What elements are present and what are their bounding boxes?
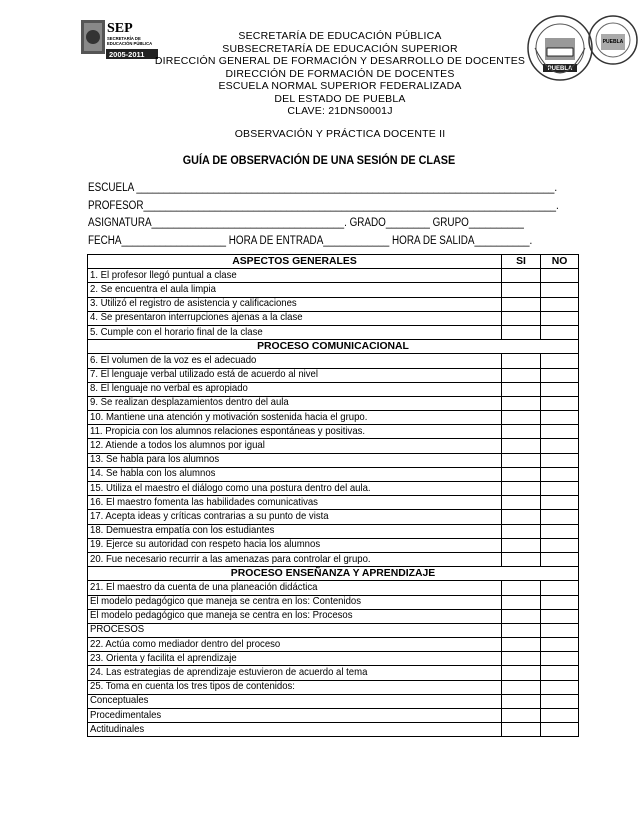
table-row — [88, 297, 579, 311]
table-row — [88, 524, 579, 538]
field-escuela: ESCUELA ____________________________________________________________________________. — [88, 182, 558, 194]
check-cell-no[interactable] — [541, 325, 579, 339]
row-label — [88, 269, 502, 283]
check-cell-si[interactable] — [502, 368, 541, 382]
header-line: DIRECCIÓN GENERAL DE FORMACIÓN Y DESARROLLO DE DOCENTES — [154, 55, 526, 67]
table-row — [88, 269, 579, 283]
table-row — [88, 652, 579, 666]
check-cell-no[interactable] — [541, 269, 579, 283]
row-label — [88, 439, 502, 453]
row-text: 15. Utiliza el maestro el diálogo como una postura dentro del aula. — [90, 482, 371, 494]
section-title: PROCESO COMUNICACIONAL — [88, 340, 579, 354]
table-row — [88, 510, 579, 524]
row-label — [88, 723, 502, 737]
row-label — [88, 638, 502, 652]
check-cell-no[interactable] — [541, 368, 579, 382]
row-label — [88, 680, 502, 694]
check-cell-no[interactable] — [541, 609, 579, 623]
observation-table — [87, 254, 579, 737]
table-row — [88, 538, 579, 552]
table-row — [88, 638, 579, 652]
row-label — [88, 524, 502, 538]
row-label — [88, 623, 502, 637]
table-row — [88, 482, 579, 496]
section-row — [88, 340, 579, 354]
check-cell-no[interactable] — [541, 496, 579, 510]
row-label — [88, 453, 502, 467]
table-row — [88, 552, 579, 566]
check-cell-no[interactable] — [541, 595, 579, 609]
row-label — [88, 609, 502, 623]
row-text: 20. Fue necesario recurrir a las amenazas para controlar el grupo. — [90, 553, 371, 565]
row-label — [88, 552, 502, 566]
sep-brand: SEP — [107, 21, 133, 36]
header-no: NO — [541, 255, 579, 269]
table-row — [88, 581, 579, 595]
field-asignatura: ASIGNATURA___________________________________. GRADO________ GRUPO__________ — [88, 217, 524, 230]
row-label — [88, 425, 502, 439]
check-cell-si[interactable] — [502, 482, 541, 496]
row-label — [88, 354, 502, 368]
row-text: 2. Se encuentra el aula limpia — [90, 283, 216, 295]
header-aspects: ASPECTOS GENERALES — [88, 255, 502, 269]
check-cell-no[interactable] — [541, 680, 579, 694]
check-cell-no[interactable] — [541, 453, 579, 467]
check-cell-no[interactable] — [541, 581, 579, 595]
section-row — [88, 567, 579, 581]
row-text: 6. El volumen de la voz es el adecuado — [90, 354, 257, 366]
check-cell-si[interactable] — [502, 311, 541, 325]
table-row — [88, 623, 579, 637]
row-text: 14. Se habla con los alumnos — [90, 468, 216, 480]
practice-subtitle: OBSERVACIÓN Y PRÁCTICA DOCENTE II — [234, 127, 446, 140]
header-line: DIRECCIÓN DE FORMACIÓN DE DOCENTES — [225, 67, 455, 80]
check-cell-si[interactable] — [502, 609, 541, 623]
check-cell-si[interactable] — [502, 723, 541, 737]
check-cell-no[interactable] — [541, 694, 579, 708]
table-row — [88, 723, 579, 737]
row-text: Actitudinales — [90, 723, 145, 735]
check-cell-si[interactable] — [502, 538, 541, 552]
row-label — [88, 482, 502, 496]
row-text: 1. El profesor llegó puntual a clase — [90, 269, 237, 281]
row-label — [88, 411, 502, 425]
row-text: 17. Acepta ideas y críticas contrarias a su punto de vista — [90, 510, 329, 522]
check-cell-si[interactable] — [502, 581, 541, 595]
sep-years: 2005-2011 — [109, 50, 145, 59]
row-text: 13. Se habla para los alumnos — [90, 454, 220, 466]
row-text: 9. Se realizan desplazamientos dentro del aula — [90, 397, 289, 409]
row-text: 16. El maestro fomenta las habilidades comunicativas — [90, 496, 318, 508]
check-cell-si[interactable] — [502, 652, 541, 666]
field-fecha: FECHA___________________ HORA DE ENTRADA____________ HORA DE SALIDA__________. — [88, 234, 533, 247]
seal1-text: PUEBLA — [547, 66, 573, 72]
check-cell-si[interactable] — [502, 283, 541, 297]
check-cell-si[interactable] — [502, 453, 541, 467]
row-label — [88, 325, 502, 339]
row-label — [88, 709, 502, 723]
row-text: 8. El lenguaje no verbal es apropiado — [90, 383, 248, 395]
check-cell-si[interactable] — [502, 297, 541, 311]
row-label — [88, 467, 502, 481]
check-cell-si[interactable] — [502, 709, 541, 723]
row-label — [88, 396, 502, 410]
check-cell-no[interactable] — [541, 666, 579, 680]
header-line: SECRETARÍA DE EDUCACIÓN PÚBLICA — [238, 30, 442, 42]
check-cell-no[interactable] — [541, 411, 579, 425]
check-cell-si[interactable] — [502, 694, 541, 708]
table-row — [88, 325, 579, 339]
row-label — [88, 496, 502, 510]
sep-sub1: SECRETARÍA DE — [107, 36, 141, 41]
row-text: 3. Utilizó el registro de asistencia y calificaciones — [90, 298, 297, 310]
row-text: PROCESOS — [90, 624, 145, 636]
check-cell-no[interactable] — [541, 709, 579, 723]
row-label — [88, 510, 502, 524]
row-text: 23. Orienta y facilita el aprendizaje — [90, 652, 237, 664]
check-cell-si[interactable] — [502, 510, 541, 524]
row-label — [88, 538, 502, 552]
row-label — [88, 297, 502, 311]
row-text: 18. Demuestra empatía con los estudiantes — [90, 525, 275, 537]
row-label — [88, 694, 502, 708]
field-profesor: PROFESOR___________________________________________________________________________. — [88, 199, 559, 212]
row-text: El modelo pedagógico que maneja se centra en los: Contenidos — [90, 596, 362, 608]
row-label — [88, 595, 502, 609]
section-title: PROCESO ENSEÑANZA Y APRENDIZAJE — [88, 567, 579, 581]
row-label — [88, 666, 502, 680]
check-cell-no[interactable] — [541, 396, 579, 410]
check-cell-no[interactable] — [541, 439, 579, 453]
table-row — [88, 453, 579, 467]
check-cell-si[interactable] — [502, 396, 541, 410]
check-cell-no[interactable] — [541, 552, 579, 566]
check-cell-no[interactable] — [541, 510, 579, 524]
check-cell-si[interactable] — [502, 325, 541, 339]
table-row — [88, 680, 579, 694]
table-row — [88, 354, 579, 368]
check-cell-si[interactable] — [502, 354, 541, 368]
check-cell-si[interactable] — [502, 552, 541, 566]
check-cell-no[interactable] — [541, 482, 579, 496]
header-si: SI — [502, 255, 541, 269]
check-cell-no[interactable] — [541, 311, 579, 325]
row-text: 24. Las estrategias de aprendizaje estuvieron de acuerdo al tema — [90, 667, 368, 679]
header-line: DEL ESTADO DE PUEBLA — [274, 92, 406, 105]
header-line: SUBSECRETARÍA DE EDUCACIÓN SUPERIOR — [222, 42, 458, 55]
check-cell-si[interactable] — [502, 425, 541, 439]
row-text: 5. Cumple con el horario final de la clase — [90, 326, 263, 338]
table-row — [88, 382, 579, 396]
table-header-row — [88, 255, 579, 269]
page-title: GUÍA DE OBSERVACIÓN DE UNA SESIÓN DE CLASE — [182, 153, 456, 167]
check-cell-no[interactable] — [541, 425, 579, 439]
seal2-text: PUEBLA — [602, 39, 624, 45]
row-text: 10. Mantiene una atención y motivación sostenida hacia el grupo. — [90, 411, 368, 423]
table-row — [88, 595, 579, 609]
form-fields — [88, 180, 578, 250]
row-label — [88, 368, 502, 382]
check-cell-no[interactable] — [541, 382, 579, 396]
table-row — [88, 496, 579, 510]
check-cell-no[interactable] — [541, 623, 579, 637]
row-text: 25. Toma en cuenta los tres tipos de contenidos: — [90, 681, 295, 693]
table-row — [88, 467, 579, 481]
table-row — [88, 411, 579, 425]
row-text: 11. Propicia con los alumnos relaciones espontáneas y positivas. — [90, 425, 366, 437]
row-label — [88, 382, 502, 396]
check-cell-si[interactable] — [502, 496, 541, 510]
check-cell-si[interactable] — [502, 382, 541, 396]
row-text: Procedimentales — [90, 709, 162, 721]
row-text: 22. Actúa como mediador dentro del proceso — [90, 638, 281, 650]
row-text: El modelo pedagógico que maneja se centra en los: Procesos — [90, 610, 353, 622]
row-label — [88, 311, 502, 325]
check-cell-no[interactable] — [541, 297, 579, 311]
check-cell-no[interactable] — [541, 538, 579, 552]
table-row — [88, 709, 579, 723]
row-label — [88, 652, 502, 666]
row-label — [88, 283, 502, 297]
puebla-seal — [585, 12, 638, 72]
table-row — [88, 311, 579, 325]
table-row — [88, 368, 579, 382]
check-cell-no[interactable] — [541, 354, 579, 368]
check-cell-si[interactable] — [502, 623, 541, 637]
row-text: 21. El maestro da cuenta de una planeación didáctica — [90, 581, 318, 593]
header-line: CLAVE: 21DNS0001J — [287, 105, 393, 117]
check-cell-no[interactable] — [541, 652, 579, 666]
check-cell-no[interactable] — [541, 283, 579, 297]
check-cell-si[interactable] — [502, 467, 541, 481]
check-cell-no[interactable] — [541, 638, 579, 652]
table-row — [88, 283, 579, 297]
check-cell-si[interactable] — [502, 595, 541, 609]
check-cell-si[interactable] — [502, 269, 541, 283]
check-cell-si[interactable] — [502, 680, 541, 694]
check-cell-si[interactable] — [502, 411, 541, 425]
check-cell-no[interactable] — [541, 467, 579, 481]
check-cell-no[interactable] — [541, 723, 579, 737]
row-text: 7. El lenguaje verbal utilizado está de acuerdo al nivel — [90, 369, 318, 381]
row-text: 12. Atiende a todos los alumnos por igual — [90, 440, 265, 452]
row-text: Conceptuales — [90, 695, 149, 707]
check-cell-si[interactable] — [502, 524, 541, 538]
table-row — [88, 609, 579, 623]
table-row — [88, 439, 579, 453]
table-row — [88, 396, 579, 410]
table-row — [88, 666, 579, 680]
check-cell-si[interactable] — [502, 666, 541, 680]
check-cell-si[interactable] — [502, 638, 541, 652]
sep-sub2: EDUCACIÓN PÚBLICA — [107, 41, 153, 46]
header-line: ESCUELA NORMAL SUPERIOR FEDERALIZADA — [218, 80, 462, 92]
table-row — [88, 694, 579, 708]
table-row — [88, 425, 579, 439]
row-text: 4. Se presentaron interrupciones ajenas a la clase — [90, 312, 303, 324]
row-text: 19. Ejerce su autoridad con respeto hacia los alumnos — [90, 539, 321, 551]
check-cell-no[interactable] — [541, 524, 579, 538]
header — [150, 30, 530, 140]
check-cell-si[interactable] — [502, 439, 541, 453]
row-label — [88, 581, 502, 595]
